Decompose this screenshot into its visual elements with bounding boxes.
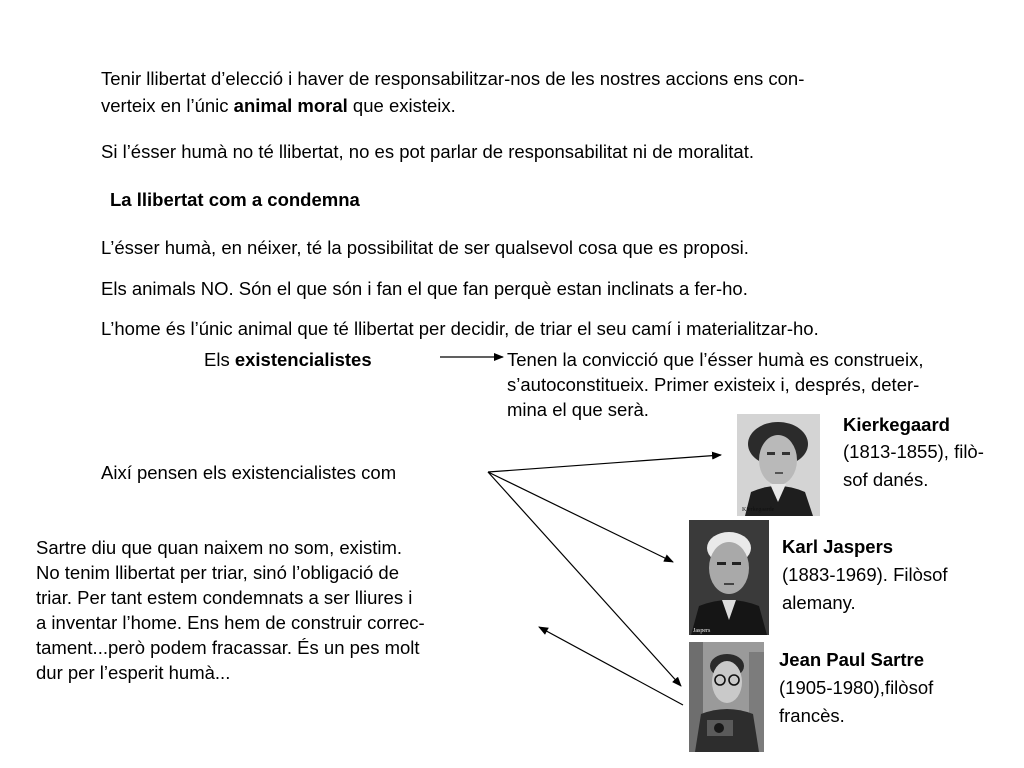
quote-line-3: triar. Per tant estem condemnats a ser lliures i xyxy=(36,587,413,608)
sartre-name: Jean Paul Sartre xyxy=(779,649,924,670)
jaspers-name: Karl Jaspers xyxy=(782,536,894,557)
paragraph-1: L’ésser humà, en néixer, té la possibilitat de ser qualsevol cosa que es proposi. xyxy=(101,237,749,258)
quote-line-6: dur per l’esperit humà... xyxy=(36,662,231,683)
intro-line-2-start: verteix en l’únic xyxy=(101,95,234,116)
section-heading: La llibertat com a condemna xyxy=(110,189,360,210)
sartre-arrow xyxy=(488,472,681,686)
kierkegaard-details-2: sof danés. xyxy=(843,469,929,490)
jaspers-details-1: (1883-1969). Filòsof xyxy=(782,564,948,585)
existentialists-prefix: Els xyxy=(204,349,235,370)
quote-line-2: No tenim llibertat per triar, sinó l’obligació de xyxy=(36,562,399,583)
jaspers-portrait xyxy=(689,520,769,635)
sartre-details-1: (1905-1980),filòsof xyxy=(779,677,934,698)
sartre-details-2: francès. xyxy=(779,705,845,726)
jaspers-photo-caption: Jaspers xyxy=(693,628,711,634)
intro-line-2-end: que existeix. xyxy=(347,95,456,116)
jaspers-details-2: alemany. xyxy=(782,592,856,613)
paragraph-3: L’home és l’únic animal que té llibertat per decidir, de triar el seu camí i materialitzar-ho. xyxy=(101,318,819,339)
existentialists-label xyxy=(204,347,372,372)
jaspers-arrow xyxy=(488,472,673,562)
animal-moral-term: animal moral xyxy=(233,95,348,116)
definition-line-1: Tenen la convicció que l’ésser humà es construeix, xyxy=(507,349,924,370)
intro-line-1: Tenir llibertat d’elecció i haver de responsabilitzar-nos de les nostres accions ens con- xyxy=(101,68,805,89)
existentialists-term: existencialistes xyxy=(234,349,372,370)
kierkegaard-details-1: (1813-1855), filò- xyxy=(843,441,984,462)
quote-line-1: Sartre diu que quan naixem no som, existim. xyxy=(36,537,403,558)
thinkers-lead: Així pensen els existencialistes com xyxy=(101,462,397,483)
portrait-photo-icon xyxy=(737,414,820,516)
kierkegaard-arrow xyxy=(488,455,721,472)
kierkegaard-name: Kierkegaard xyxy=(843,414,950,435)
intro-line-2 xyxy=(101,93,456,118)
existentialists-definition xyxy=(507,347,923,422)
sartre-quote-arrow xyxy=(539,627,683,705)
kierkegaard-portrait xyxy=(737,414,820,516)
sartre-quote xyxy=(36,535,425,685)
kierkegaard-photo-caption: Kierkegaarde xyxy=(742,507,775,513)
quote-line-5: tament...però podem fracassar. És un pes molt xyxy=(36,637,420,658)
definition-line-2: s’autoconstitueix. Primer existeix i, després, deter- xyxy=(507,374,920,395)
portrait-photo-icon xyxy=(689,520,769,635)
definition-line-3: mina el que serà. xyxy=(507,399,649,420)
portrait-photo-icon xyxy=(689,642,764,752)
quote-line-4: a inventar l’home. Ens hem de construir correc- xyxy=(36,612,425,633)
sartre-portrait xyxy=(689,642,764,752)
intro-line-3: Si l’ésser humà no té llibertat, no es pot parlar de responsabilitat ni de moralitat. xyxy=(101,141,754,162)
paragraph-2: Els animals NO. Són el que són i fan el que fan perquè estan inclinats a fer-ho. xyxy=(101,278,748,299)
